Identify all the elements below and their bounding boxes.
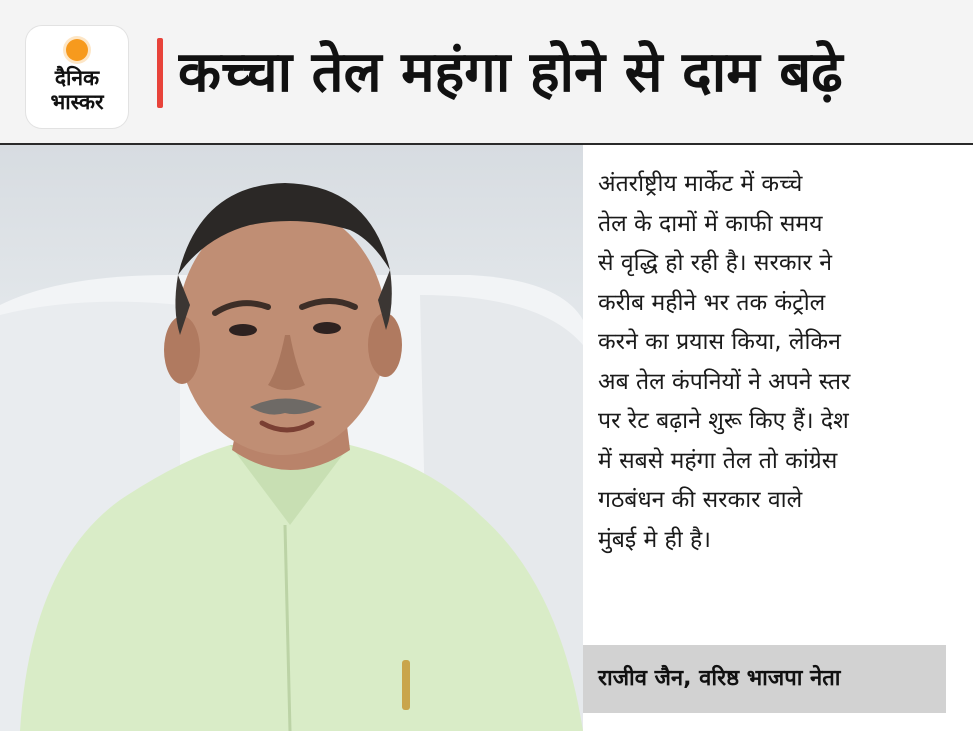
portrait-illustration: [0, 145, 583, 731]
logo-text-line1: दैनिक: [54, 66, 100, 90]
headline: कच्चा तेल महंगा होने से दाम बढ़े: [178, 40, 843, 105]
quote-text: अंतर्राष्ट्रीय मार्केट में कच्चे तेल के दामों में काफी समय से वृद्धि हो रही है। सरकार ने करीब महीने भर तक कंट्रोल करने का प्रयास किया, लेकिन अब तेल कंपनियों ने अपने स्तर पर रेट बढ़ाने शुरू किए हैं। देश में सबसे महंगा तेल तो कांग्रेस गठबंधन की सरकार वाले मुंबई मे ही है।: [598, 171, 851, 553]
header: [0, 0, 973, 145]
logo-text-line2: भास्कर: [50, 90, 104, 114]
sun-icon: [66, 39, 88, 61]
headline-accent-bar: [157, 38, 163, 108]
dainik-bhaskar-logo[interactable]: [26, 26, 128, 128]
portrait-photo: [0, 145, 583, 731]
quote-panel: [583, 145, 973, 731]
attribution-box: [583, 645, 946, 713]
attribution-text: राजीव जैन, वरिष्ठ भाजपा नेता: [598, 666, 841, 691]
